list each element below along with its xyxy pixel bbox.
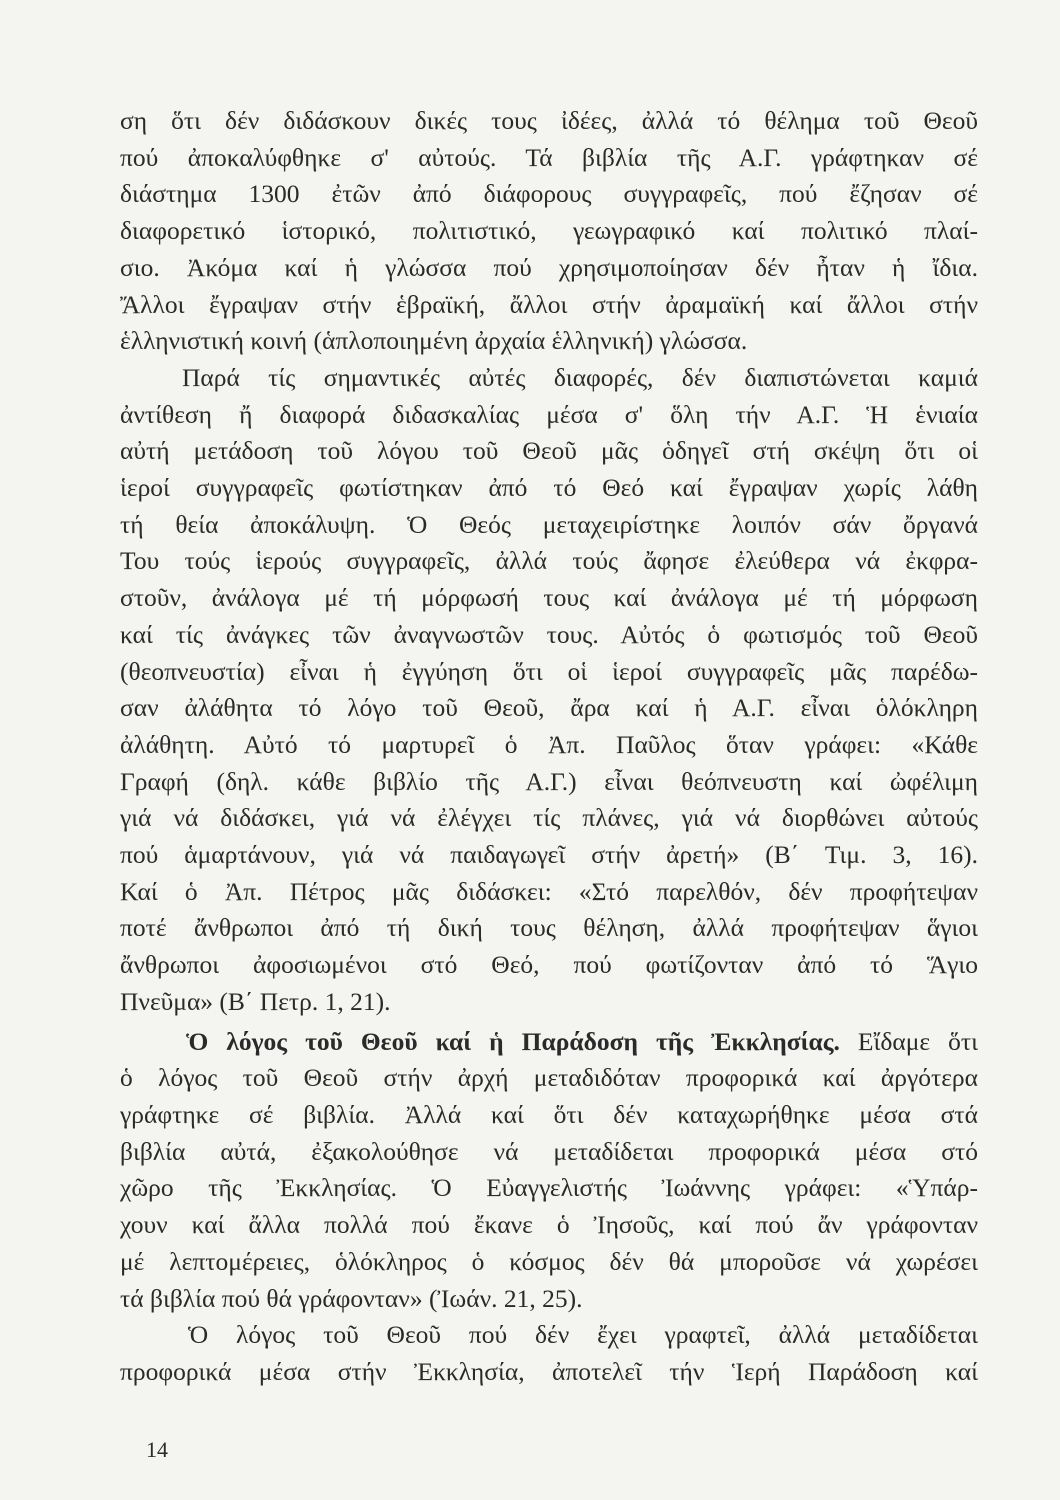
text-line: σιο. Ἀκόμα καί ἡ γλώσσα πού χρησιμοποίησαν δέν ἦταν ἡ ἴδια. bbox=[120, 252, 978, 282]
text-line: ὁ λόγος τοῦ Θεοῦ στήν ἀρχή μεταδιδόταν προφορικά καί ἀργότερα bbox=[120, 1063, 978, 1093]
text-line: γράφτηκε σέ βιβλία. Ἀλλά καί ὅτι δέν καταχωρήθηκε μέσα στά bbox=[120, 1099, 978, 1129]
text-line: γιά νά διδάσκει, γιά νά ἐλέγχει τίς πλάνες, γιά νά διορθώνει αὐτούς bbox=[120, 803, 978, 833]
text-line: ἱεροί συγγραφεῖς φωτίστηκαν ἀπό τό Θεό καί ἔγραψαν χωρίς λάθη bbox=[120, 473, 978, 503]
text-line: ποτέ ἄνθρωποι ἀπό τή δική τους θέληση, ἀλλά προφήτεψαν ἅγιοι bbox=[120, 913, 978, 943]
text-line: διάστημα 1300 ἐτῶν ἀπό διάφορους συγγραφεῖς, πού ἔζησαν σέ bbox=[120, 179, 978, 209]
section-heading-line bbox=[120, 1024, 978, 1061]
heading-tail-text: Εἴδαμε ὅτι bbox=[839, 1026, 978, 1056]
text-line: τή θεία ἀποκάλυψη. Ὁ Θεός μεταχειρίστηκε λοιπόν σάν ὄργανά bbox=[120, 509, 978, 539]
text-line: χουν καί ἄλλα πολλά πού ἔκανε ὁ Ἰησοῦς, καί πού ἄν γράφονταν bbox=[120, 1210, 978, 1240]
text-line: ἄνθρωποι ἀφοσιωμένοι στό Θεό, πού φωτίζονταν ἀπό τό Ἅγιο bbox=[120, 950, 978, 980]
text-line: στοῦν, ἀνάλογα μέ τή μόρφωσή τους καί ἀνάλογα μέ τή μόρφωση bbox=[120, 583, 978, 613]
text-line: βιβλία αὐτά, ἐξακολούθησε νά μεταδίδεται προφορικά μέσα στό bbox=[120, 1136, 978, 1166]
text-line: καί τίς ἀνάγκες τῶν ἀναγνωστῶν τους. Αὐτός ὁ φωτισμός τοῦ Θεοῦ bbox=[120, 619, 978, 649]
text-line: Γραφή (δηλ. κάθε βιβλίο τῆς Α.Γ.) εἶναι θεόπνευστη καί ὠφέλιμη bbox=[120, 766, 978, 796]
text-line: μέ λεπτομέρειες, ὁλόκληρος ὁ κόσμος δέν θά μποροῦσε νά χωρέσει bbox=[120, 1246, 978, 1276]
page-number: 14 bbox=[146, 1437, 168, 1462]
text-line: προφορικά μέσα στήν Ἐκκλησία, ἀποτελεῖ τήν Ἱερή Παράδοση καί bbox=[120, 1356, 978, 1386]
text-line: πού ἁμαρτάνουν, γιά νά παιδαγωγεῖ στήν ἀρετή» (Β΄ Τιμ. 3, 16). bbox=[120, 840, 978, 870]
text-line: ἑλληνιστική κοινή (ἁπλοποιημένη ἀρχαία ἑλληνική) γλώσσα. bbox=[120, 326, 748, 356]
text-line: (θεοπνευστία) εἶναι ἡ ἐγγύηση ὅτι οἱ ἱεροί συγγραφεῖς μᾶς παρέδω- bbox=[120, 656, 978, 686]
text-line: Καί ὁ Ἀπ. Πέτρος μᾶς διδάσκει: «Στό παρελθόν, δέν προφήτεψαν bbox=[120, 876, 978, 906]
body-text bbox=[120, 103, 978, 1391]
text-line: διαφορετικό ἱστορικό, πολιτιστικό, γεωγραφικό καί πολιτικό πλαί- bbox=[120, 216, 978, 246]
text-line: Ἄλλοι ἔγραψαν στήν ἑβραϊκή, ἄλλοι στήν ἀραμαϊκή καί ἄλλοι στήν bbox=[120, 289, 978, 319]
text-line: ἀντίθεση ἤ διαφορά διδασκαλίας μέσα σ' ὅλη τήν Α.Γ. Ἡ ἑνιαία bbox=[120, 399, 978, 429]
text-line: αὐτή μετάδοση τοῦ λόγου τοῦ Θεοῦ μᾶς ὁδηγεῖ στή σκέψη ὅτι οἱ bbox=[120, 436, 978, 466]
section-heading: Ὁ λόγος τοῦ Θεοῦ καί ἡ Παράδοση τῆς Ἐκκλησίας. bbox=[186, 1026, 840, 1056]
text-line: Παρά τίς σημαντικές αὐτές διαφορές, δέν διαπιστώνεται καμιά bbox=[182, 362, 978, 392]
text-line: Του τούς ἱερούς συγγραφεῖς, ἀλλά τούς ἄφησε ἐλεύθερα νά ἐκφρα- bbox=[120, 546, 978, 576]
text-line: σαν ἀλάθητα τό λόγο τοῦ Θεοῦ, ἄρα καί ἡ Α.Γ. εἶναι ὁλόκληρη bbox=[120, 693, 978, 723]
text-line: Πνεῦμα» (Β΄ Πετρ. 1, 21). bbox=[120, 986, 391, 1016]
text-line: χῶρο τῆς Ἐκκλησίας. Ὁ Εὐαγγελιστής Ἰωάννης γράφει: «Ὑπάρ- bbox=[120, 1173, 978, 1203]
text-line: πού ἀποκαλύφθηκε σ' αὐτούς. Τά βιβλία τῆς Α.Γ. γράφτηκαν σέ bbox=[120, 142, 978, 172]
text-line: ἀλάθητη. Αὐτό τό μαρτυρεῖ ὁ Ἀπ. Παῦλος ὅταν γράφει: «Κάθε bbox=[120, 729, 978, 759]
text-line: ση ὅτι δέν διδάσκουν δικές τους ἰδέες, ἀλλά τό θέλημα τοῦ Θεοῦ bbox=[120, 106, 978, 135]
text-line: τά βιβλία πού θά γράφονταν» (Ἰωάν. 21, 25). bbox=[120, 1283, 583, 1313]
text-line: Ὁ λόγος τοῦ Θεοῦ πού δέν ἔχει γραφτεῖ, ἀλλά μεταδίδεται bbox=[188, 1320, 978, 1350]
